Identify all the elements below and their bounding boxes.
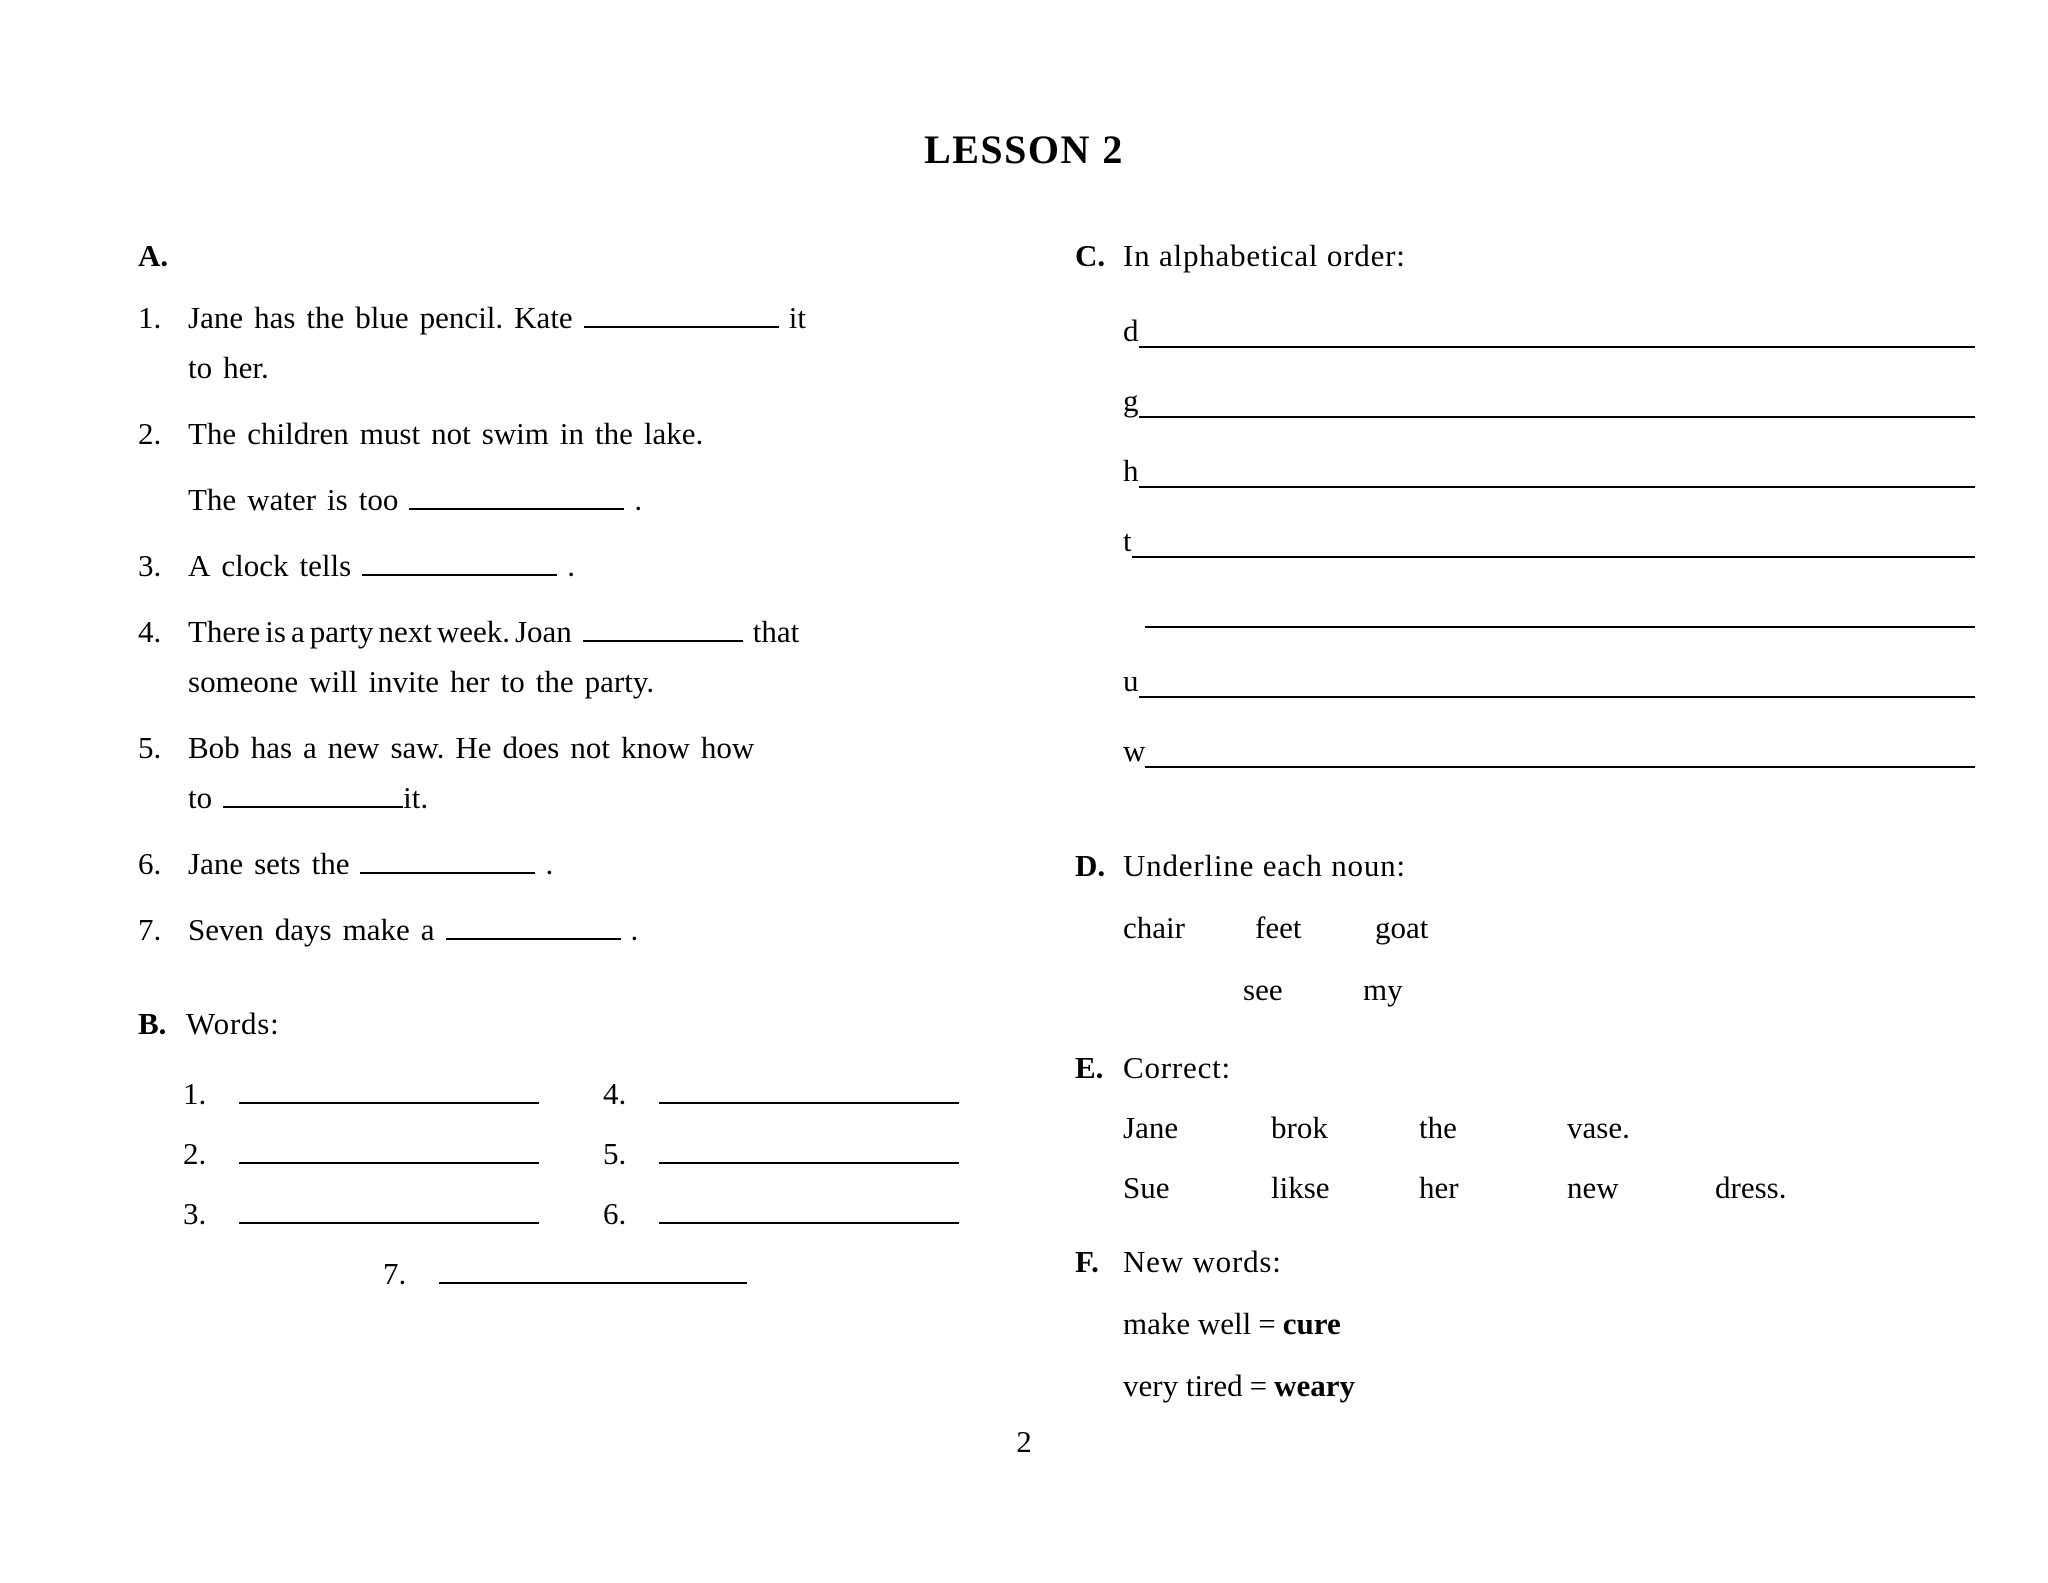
item-body xyxy=(188,296,998,390)
noun-word-row xyxy=(1123,910,1975,946)
word[interactable]: the xyxy=(1419,1110,1457,1145)
word: Joan xyxy=(514,614,572,650)
section-d-header xyxy=(1075,848,1975,884)
word: days xyxy=(274,912,332,948)
section-c xyxy=(1075,238,1975,768)
word: the xyxy=(306,300,345,335)
words-row xyxy=(183,1136,998,1172)
item-number: 5. xyxy=(603,1136,627,1172)
section-d xyxy=(1075,848,1975,1008)
item-number: 7. xyxy=(138,912,162,948)
right-column xyxy=(1075,238,1975,1404)
word: water xyxy=(247,482,317,518)
word: a xyxy=(290,614,305,650)
fill-in-blank[interactable] xyxy=(239,1136,539,1164)
word: week. xyxy=(436,614,510,650)
fill-in-blank[interactable] xyxy=(239,1196,539,1224)
word-definition: very tired xyxy=(1123,1368,1243,1403)
word: invite xyxy=(368,664,440,700)
word: clock xyxy=(221,548,289,584)
word: a xyxy=(420,912,435,948)
word: is xyxy=(327,482,348,518)
fill-in-blank[interactable] xyxy=(659,1136,959,1164)
word: make xyxy=(342,912,410,948)
word: must xyxy=(359,416,421,452)
line-prefix-letter: u xyxy=(1123,663,1139,698)
section-f-title: New words: xyxy=(1123,1244,1282,1279)
item-body xyxy=(188,412,998,522)
new-word-term: cure xyxy=(1282,1306,1341,1341)
words-cell xyxy=(183,1076,603,1112)
fill-in-blank[interactable] xyxy=(439,1256,747,1284)
fill-in-blank[interactable] xyxy=(1139,302,1976,348)
word: to xyxy=(188,780,213,816)
item-number: 2. xyxy=(183,1136,207,1172)
section-f-letter: F. xyxy=(1075,1244,1099,1279)
word: lake. xyxy=(643,416,704,452)
left-column xyxy=(138,238,998,1292)
word: party. xyxy=(584,664,655,700)
word: has xyxy=(250,730,293,766)
exercise-item xyxy=(138,296,998,390)
words-row xyxy=(183,1196,998,1232)
word-choice[interactable]: my xyxy=(1363,972,1403,1007)
word[interactable]: her xyxy=(1419,1170,1459,1205)
page-title: LESSON 2 xyxy=(924,127,1124,172)
word: that xyxy=(752,614,800,650)
fill-in-blank[interactable] xyxy=(659,1076,959,1104)
fill-in-blank[interactable] xyxy=(1145,582,1975,628)
word-definition: make well xyxy=(1123,1306,1252,1341)
word: sets xyxy=(254,846,301,882)
section-e-header xyxy=(1075,1050,1975,1086)
section-f xyxy=(1075,1244,1975,1404)
item-line xyxy=(188,842,998,886)
fill-in-blank[interactable] xyxy=(446,912,621,940)
word: has xyxy=(254,300,296,335)
item-number: 3. xyxy=(138,548,162,584)
word: pencil. xyxy=(419,300,504,335)
section-b-header xyxy=(138,1006,998,1042)
correct-sentence-row xyxy=(1123,1170,1975,1206)
word: someone xyxy=(188,664,299,700)
word-choice[interactable]: chair xyxy=(1123,910,1185,945)
word: will xyxy=(309,664,358,700)
word: saw. xyxy=(390,730,445,766)
item-line xyxy=(188,544,998,588)
punctuation: . xyxy=(545,846,554,882)
fill-in-blank[interactable] xyxy=(1139,372,1976,418)
fill-in-blank[interactable] xyxy=(223,780,403,808)
item-line xyxy=(188,412,998,456)
word: in xyxy=(559,416,585,452)
fill-in-blank[interactable] xyxy=(409,482,624,510)
item-line xyxy=(188,776,998,820)
fill-in-blank[interactable] xyxy=(1145,722,1975,768)
section-d-title: Underline each noun: xyxy=(1123,848,1406,883)
fill-in-blank[interactable] xyxy=(239,1076,539,1104)
new-word-term: weary xyxy=(1274,1368,1356,1403)
section-d-letter: D. xyxy=(1075,848,1106,883)
word: know xyxy=(621,730,690,766)
item-body xyxy=(188,908,998,952)
word[interactable]: likse xyxy=(1271,1170,1330,1205)
section-a-header xyxy=(138,238,998,274)
word: to xyxy=(188,350,213,386)
section-f-header xyxy=(1075,1244,1975,1280)
word: Jane xyxy=(188,300,244,335)
item-number: 3. xyxy=(183,1196,207,1232)
item-number: 2. xyxy=(138,416,162,452)
alphabetical-line xyxy=(1123,654,1975,698)
alphabetical-line xyxy=(1123,444,1975,488)
word-choice[interactable]: see xyxy=(1243,972,1283,1007)
word: The xyxy=(188,416,237,452)
section-b-title: Words: xyxy=(186,1006,280,1042)
word[interactable]: dress. xyxy=(1715,1170,1787,1205)
word: it. xyxy=(403,780,429,816)
line-prefix-letter: g xyxy=(1123,383,1139,418)
alphabetical-line xyxy=(1123,374,1975,418)
item-number: 4. xyxy=(603,1076,627,1112)
item-body xyxy=(188,726,998,820)
item-line xyxy=(188,478,998,522)
line-prefix-letter: w xyxy=(1123,733,1146,768)
item-body xyxy=(188,842,998,886)
word: Kate xyxy=(514,300,573,335)
section-e xyxy=(1075,1050,1975,1206)
section-c-letter: C. xyxy=(1075,238,1106,273)
section-a-letter: A. xyxy=(138,238,169,273)
word: a xyxy=(303,730,317,766)
word: new xyxy=(327,730,380,766)
alphabetical-line xyxy=(1123,584,1975,628)
item-line xyxy=(188,346,998,390)
punctuation: . xyxy=(567,548,575,584)
section-e-title: Correct: xyxy=(1123,1050,1231,1085)
page-number: 2 xyxy=(1016,1424,1032,1459)
exercise-item xyxy=(138,610,998,704)
alphabetical-lines xyxy=(1123,304,1975,768)
alphabetical-line xyxy=(1123,514,1975,558)
word-choice[interactable]: goat xyxy=(1375,910,1429,945)
fill-in-blank[interactable] xyxy=(362,548,557,576)
item-number: 1. xyxy=(138,300,162,335)
item-body xyxy=(188,610,998,704)
word: the xyxy=(595,416,633,452)
words-answer-grid xyxy=(183,1076,998,1292)
item-line xyxy=(188,908,998,952)
line-prefix-letter: t xyxy=(1123,523,1132,558)
words-cell xyxy=(603,1196,1023,1232)
words-cell xyxy=(183,1136,603,1172)
words-row xyxy=(183,1076,998,1112)
word-choice[interactable]: feet xyxy=(1255,910,1302,945)
punctuation: . xyxy=(630,912,639,948)
exercise-item xyxy=(138,842,998,886)
word: how xyxy=(700,730,755,766)
exercise-item xyxy=(138,726,998,820)
word: The xyxy=(188,482,237,518)
word: too xyxy=(358,482,399,518)
words-cell xyxy=(603,1076,1023,1112)
fill-in-blank[interactable] xyxy=(1139,652,1976,698)
section-b-letter: B. xyxy=(138,1006,167,1042)
alphabetical-line xyxy=(1123,724,1975,768)
item-number: 5. xyxy=(138,730,162,766)
word: children xyxy=(247,416,349,452)
fill-in-blank[interactable] xyxy=(1132,512,1975,558)
punctuation: . xyxy=(634,482,643,518)
word: to xyxy=(500,664,525,700)
word: does xyxy=(502,730,560,766)
section-c-title: In alphabetical order: xyxy=(1123,238,1406,273)
word: Seven xyxy=(188,912,264,948)
line-prefix-letter: h xyxy=(1123,453,1139,488)
words-cell xyxy=(183,1196,603,1232)
fill-in-blank[interactable] xyxy=(360,846,535,874)
words-row-last xyxy=(383,1256,998,1292)
item-line xyxy=(188,660,998,704)
words-cell xyxy=(603,1136,1023,1172)
word: He xyxy=(455,730,492,766)
section-e-letter: E. xyxy=(1075,1050,1104,1085)
word: her xyxy=(450,664,490,700)
word: tells xyxy=(299,548,352,584)
word[interactable]: Sue xyxy=(1123,1170,1170,1205)
exercise-item xyxy=(138,908,998,952)
item-number: 6. xyxy=(603,1196,627,1232)
word[interactable]: new xyxy=(1567,1170,1619,1205)
exercise-item xyxy=(138,544,998,588)
word: party xyxy=(309,614,374,650)
noun-word-row xyxy=(1243,972,1975,1008)
new-word-entry xyxy=(1123,1306,1975,1342)
word[interactable]: brok xyxy=(1271,1110,1328,1145)
item-number: 7. xyxy=(383,1256,407,1292)
alphabetical-line xyxy=(1123,304,1975,348)
words-cell xyxy=(383,1256,747,1292)
item-number: 4. xyxy=(138,614,162,650)
word: swim xyxy=(481,416,549,452)
word: it xyxy=(788,300,806,335)
word: Jane xyxy=(188,846,244,882)
new-word-entry xyxy=(1123,1368,1975,1404)
section-a xyxy=(138,238,998,952)
item-body xyxy=(188,544,998,588)
word[interactable]: Jane xyxy=(1123,1110,1179,1145)
fill-in-blank[interactable] xyxy=(584,300,779,328)
exercise-item xyxy=(138,412,998,522)
word: A xyxy=(188,548,211,584)
fill-in-blank[interactable] xyxy=(659,1196,959,1224)
word: is xyxy=(265,614,286,650)
equals-sign: = xyxy=(1258,1306,1276,1341)
correct-sentence-row xyxy=(1123,1110,1975,1146)
fill-in-blank[interactable] xyxy=(583,614,743,642)
equals-sign: = xyxy=(1249,1368,1268,1403)
section-b xyxy=(138,1006,998,1292)
item-number: 6. xyxy=(138,846,162,882)
word: Bob xyxy=(188,730,240,766)
item-line xyxy=(188,610,998,654)
word: not xyxy=(570,730,610,766)
word: the xyxy=(311,846,350,882)
word: blue xyxy=(355,300,409,335)
word: the xyxy=(535,664,574,700)
line-prefix-letter: d xyxy=(1123,313,1139,348)
item-line xyxy=(188,726,998,770)
fill-in-blank[interactable] xyxy=(1139,442,1976,488)
word[interactable]: vase. xyxy=(1567,1110,1630,1145)
section-c-header xyxy=(1075,238,1975,274)
item-line xyxy=(188,296,998,340)
word: her. xyxy=(223,350,269,386)
word: There xyxy=(188,614,261,650)
item-number: 1. xyxy=(183,1076,207,1112)
word: next xyxy=(378,614,432,650)
word: not xyxy=(431,416,471,452)
